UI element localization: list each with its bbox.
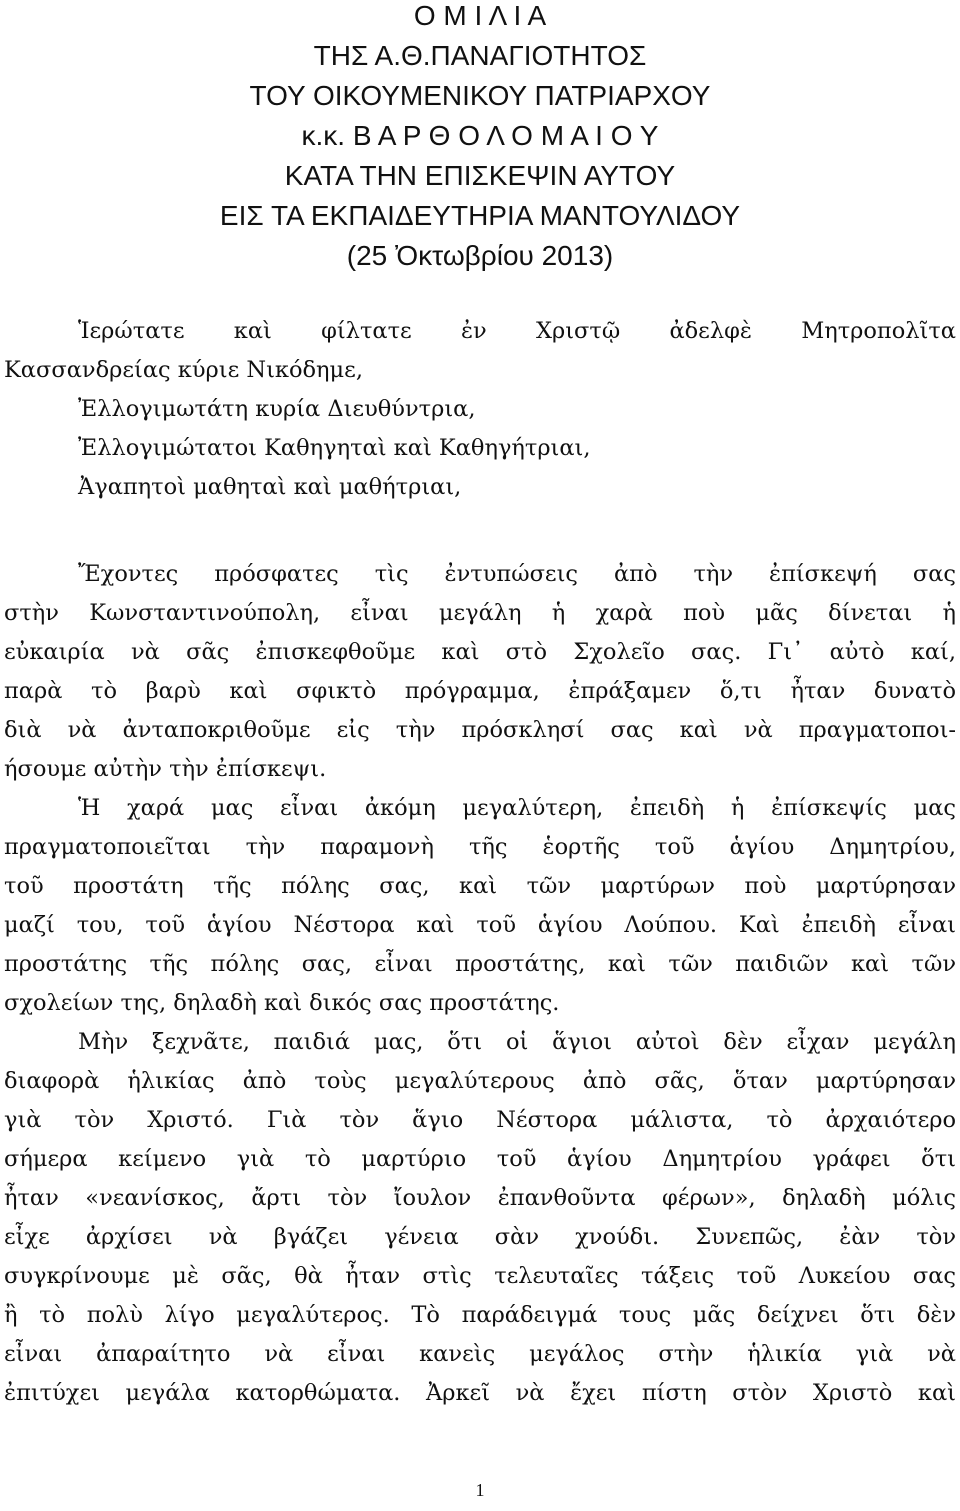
body-line: παρὰ τὸ βαρὺ καὶ σφικτὸ πρόγραμμα, ἐπράξαμεν ὅ,τι ἦταν δυνατὸ	[4, 678, 956, 704]
body-line: διαφορὰ ἡλικίας ἀπὸ τοὺς μεγαλύτερους ἀπὸ σᾶς, ὅταν μαρτύρησαν	[4, 1068, 956, 1094]
title-patriarch-honorific: ΤΗΣ Α.Θ.ΠΑΝΑΓΙΟΤΗΤΟΣ	[313, 40, 647, 71]
title-occasion: ΚΑΤΑ ΤΗΝ ΕΠΙΣΚΕΨΙΝ ΑΥΤΟΥ	[284, 160, 676, 191]
body-line: Ἔχοντες πρόσφατες τὶς ἐντυπώσεις ἀπὸ τὴν ἐπίσκεψή σας	[78, 561, 956, 587]
body-line: Μὴν ξεχνᾶτε, παιδιά μας, ὅτι οἱ ἅγιοι αὐτοὶ δὲν εἶχαν μεγάλη	[78, 1029, 956, 1055]
salutation-line: Ἐλλογιμώτατοι Καθηγηταὶ καὶ Καθηγήτριαι,	[78, 435, 591, 461]
salutation-line: Κασσανδρείας κύριε Νικόδημε,	[4, 357, 363, 383]
title-homily: Ο Μ Ι Λ Ι Α	[413, 0, 547, 31]
body-line: ἦταν «νεανίσκος, ἄρτι τὸν ἴουλον ἐπανθοῦντα φέρων», δηλαδὴ μόλις	[4, 1185, 956, 1211]
body-line: Ἡ χαρά μας εἶναι ἀκόμη μεγαλύτερη, ἐπειδὴ ἡ ἐπίσκεψίς μας	[78, 795, 956, 821]
body-line: εἶναι ἀπαραίτητο νὰ εἶναι κανεὶς μεγάλος στὴν ἡλικία γιὰ νὰ	[4, 1341, 956, 1367]
title-school: ΕΙΣ ΤΑ ΕΚΠΑΙΔΕΥΤΗΡΙΑ ΜΑΝΤΟΥΛΙΔΟΥ	[219, 200, 741, 231]
body-line: μαζί του, τοῦ ἁγίου Νέστορα καὶ τοῦ ἁγίου Λούπου. Καὶ ἐπειδὴ εἶναι	[4, 912, 956, 938]
body-line: πραγματοποιεῖται τὴν παραμονὴ τῆς ἑορτῆς τοῦ ἁγίου Δημητρίου,	[4, 834, 956, 860]
body-line: συγκρίνουμε μὲ σᾶς, θὰ ἦταν στὶς τελευταῖες τάξεις τοῦ Λυκείου σας	[4, 1263, 956, 1289]
body-line: σήμερα κείμενο γιὰ τὸ μαρτύριο τοῦ ἁγίου Δημητρίου γράφει ὅτι	[4, 1146, 956, 1172]
body-line: γιὰ τὸν Χριστό. Γιὰ τὸν ἅγιο Νέστορα μάλιστα, τὸ ἀρχαιότερο	[4, 1107, 956, 1133]
body-line: εὐκαιρία νὰ σᾶς ἐπισκεφθοῦμε καὶ στὸ Σχολεῖο σας. Γι᾽ αὐτὸ καί,	[4, 639, 956, 665]
body-line: ἐπιτύχει μεγάλα κατορθώματα. Ἀρκεῖ νὰ ἔχει πίστη στὸν Χριστὸ καὶ	[4, 1380, 956, 1406]
title-patriarch-name: κ.κ. Β Α Ρ Θ Ο Λ Ο Μ Α Ι Ο Υ	[301, 120, 659, 151]
title-patriarch-office: ΤΟΥ ΟΙΚΟΥΜΕΝΙΚΟΥ ΠΑΤΡΙΑΡΧΟΥ	[249, 80, 711, 111]
body-line: στὴν Κωνσταντινούπολη, εἶναι μεγάλη ἡ χαρὰ ποὺ μᾶς δίνεται ἡ	[4, 600, 956, 626]
salutation-line: Ἱερώτατε καὶ φίλτατε ἐν Χριστῷ ἀδελφὲ Μητροπολῖτα	[78, 318, 956, 344]
body-line: προστάτης τῆς πόλης σας, εἶναι προστάτης, καὶ τῶν παιδιῶν καὶ τῶν	[4, 951, 956, 977]
body-line: σχολείων της, δηλαδὴ καὶ δικός σας προστάτης.	[4, 990, 560, 1016]
title-date: (25 Ὀκτωβρίου 2013)	[346, 240, 614, 271]
body-line: εἶχε ἀρχίσει νὰ βγάζει γένεια σὰν χνούδι. Συνεπῶς, ἐὰν τὸν	[4, 1224, 956, 1250]
page-number: 1	[475, 1480, 485, 1500]
body-line: ήσουμε αὐτὴν τὴν ἐπίσκεψι.	[4, 756, 327, 782]
body-line: διὰ νὰ ἀνταποκριθοῦμε εἰς τὴν πρόσκλησί σας καὶ νὰ πραγματοποι-	[4, 717, 956, 743]
body-line: ἢ τὸ πολὺ λίγο μεγαλύτερος. Τὸ παράδειγμά τους μᾶς δείχνει ὅτι δὲν	[4, 1302, 956, 1328]
salutation-line: Ἀγαπητοὶ μαθηταὶ καὶ μαθήτριαι,	[78, 474, 462, 500]
body-line: τοῦ προστάτη τῆς πόλης σας, καὶ τῶν μαρτύρων ποὺ μαρτύρησαν	[4, 873, 956, 899]
salutation-line: Ἐλλογιμωτάτη κυρία Διευθύντρια,	[78, 396, 476, 422]
